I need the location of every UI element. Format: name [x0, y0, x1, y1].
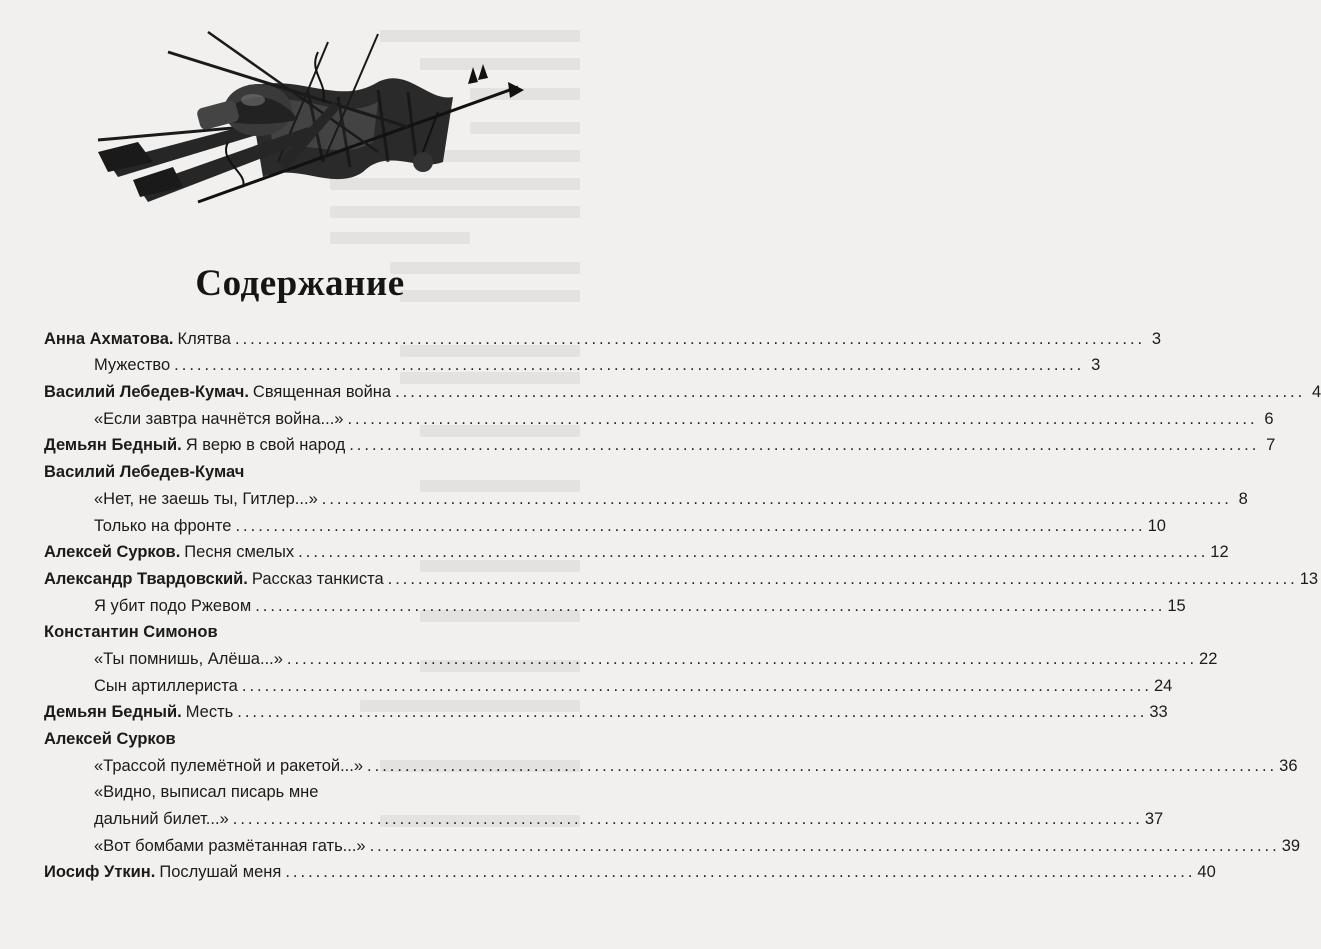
toc-page-number: 37 — [1144, 810, 1164, 829]
toc-entry — [44, 509, 1166, 536]
toc-leader-dots: ........................................................................................................................ — [237, 703, 1148, 722]
toc-entry — [44, 749, 1298, 776]
toc-author: Алексей Сурков. — [44, 543, 181, 562]
toc-page-number: 12 — [1210, 543, 1229, 562]
toc-title: Священная война — [252, 383, 392, 402]
table-of-contents — [44, 322, 1321, 882]
toc-entry — [44, 642, 1218, 669]
toc-page-number: 6 — [1264, 409, 1274, 428]
toc-leader-dots: ........................................................................................................................ — [369, 836, 1280, 855]
toc-title: Клятва — [177, 329, 231, 348]
toc-leader-dots: ........................................................................................................................ — [395, 383, 1306, 402]
toc-entry — [44, 536, 1229, 563]
toc-author: Иосиф Уткин. — [44, 863, 156, 882]
toc-entry — [44, 375, 1321, 402]
toc-leader-dots: ........................................................................................................................ — [235, 516, 1146, 535]
toc-entry — [44, 349, 1101, 376]
toc-leader-dots: ........................................................................................................................ — [285, 863, 1196, 882]
toc-entry — [44, 402, 1274, 429]
toc-entry — [44, 482, 1248, 509]
toc-title: Только на фронте — [94, 516, 232, 535]
toc-page-number: 7 — [1266, 436, 1276, 455]
page-title: Содержание — [195, 263, 405, 304]
toc-leader-dots: ........................................................................................................................ — [349, 436, 1260, 455]
toc-page-number: 15 — [1167, 596, 1186, 615]
toc-entry — [44, 802, 1164, 829]
toc-leader-dots: ........................................................................................................................ — [321, 489, 1232, 508]
toc-entry — [44, 669, 1173, 696]
toc-entry — [44, 776, 548, 803]
toc-entry — [44, 455, 548, 482]
toc-page-number: 3 — [1151, 329, 1162, 348]
toc-page-number: 39 — [1281, 836, 1301, 855]
toc-leader-dots: ........................................................................................................................ — [286, 649, 1198, 668]
toc-title: «Трассой пулемётной и ракетой...» — [94, 756, 364, 775]
toc-leader-dots: ........................................................................................................................ — [367, 756, 1278, 775]
toc-leader-dots: ........................................................................................................................ — [241, 676, 1152, 695]
toc-page-number: 33 — [1149, 703, 1168, 722]
toc-author: Демьян Бедный. — [44, 436, 182, 455]
toc-page-number: 40 — [1197, 863, 1216, 882]
toc-title: Песня смелых — [184, 543, 295, 562]
toc-leader-dots: ........................................................................................................................ — [235, 329, 1146, 348]
toc-page-number: 22 — [1199, 649, 1218, 668]
toc-title: Я верю в свой народ — [185, 436, 346, 455]
toc-author: Василий Лебедев-Кумач — [44, 463, 245, 482]
toc-leader-dots: ........................................................................................................................ — [174, 356, 1085, 375]
toc-author: Демьян Бедный. — [44, 703, 182, 722]
toc-title: Мужество — [94, 356, 171, 375]
toc-entry — [44, 322, 1162, 349]
toc-title: «Нет, не заешь ты, Гитлер...» — [94, 489, 318, 508]
toc-author: Константин Симонов — [44, 623, 218, 642]
toc-title: Месть — [185, 703, 234, 722]
toc-entry — [44, 856, 1216, 883]
toc-title: «Если завтра начнётся война...» — [94, 409, 344, 428]
toc-author: Алексей Сурков — [44, 730, 176, 748]
toc-title: «Вот бомбами размётанная гать...» — [94, 836, 366, 855]
toc-page-number: 10 — [1147, 516, 1166, 535]
toc-author: Александр Твардовский. — [44, 569, 248, 588]
toc-page-number: 36 — [1279, 756, 1298, 775]
toc-entry — [44, 589, 1186, 616]
toc-title: «Ты помнишь, Алёша...» — [94, 649, 283, 668]
toc-page-number: 3 — [1091, 356, 1101, 375]
toc-author: Анна Ахматова. — [44, 329, 174, 348]
toc-leader-dots: ........................................................................................................................ — [232, 810, 1143, 829]
toc-leader-dots: ........................................................................................................................ — [298, 543, 1209, 562]
toc-entry — [44, 696, 1168, 723]
toc-page-number: 8 — [1238, 489, 1248, 508]
toc-page-number: 13 — [1299, 569, 1319, 588]
toc-title: Сын артиллериста — [94, 676, 238, 695]
toc-author: Василий Лебедев-Кумач. — [44, 383, 249, 402]
toc-title: дальний билет...» — [94, 810, 229, 829]
toc-title: Рассказ танкиста — [251, 569, 384, 588]
toc-leader-dots: ........................................................................................................................ — [255, 596, 1166, 615]
toc-entry — [44, 829, 1301, 856]
toc-leader-dots: ........................................................................................................................ — [387, 569, 1298, 588]
toc-page-number: 24 — [1153, 676, 1173, 695]
toc-title: Я убит подо Ржевом — [94, 596, 252, 615]
toc-entry — [44, 562, 1319, 589]
toc-entry — [44, 722, 548, 749]
toc-page-number: 4 — [1312, 383, 1321, 402]
toc-title: Послушай меня — [159, 863, 282, 882]
toc-entry — [44, 429, 1276, 456]
toc-title: «Видно, выписал писарь мне — [94, 783, 319, 802]
weapons-banner-icon — [78, 12, 528, 242]
toc-leader-dots: ........................................................................................................................ — [347, 409, 1258, 428]
toc-entry — [44, 616, 548, 643]
